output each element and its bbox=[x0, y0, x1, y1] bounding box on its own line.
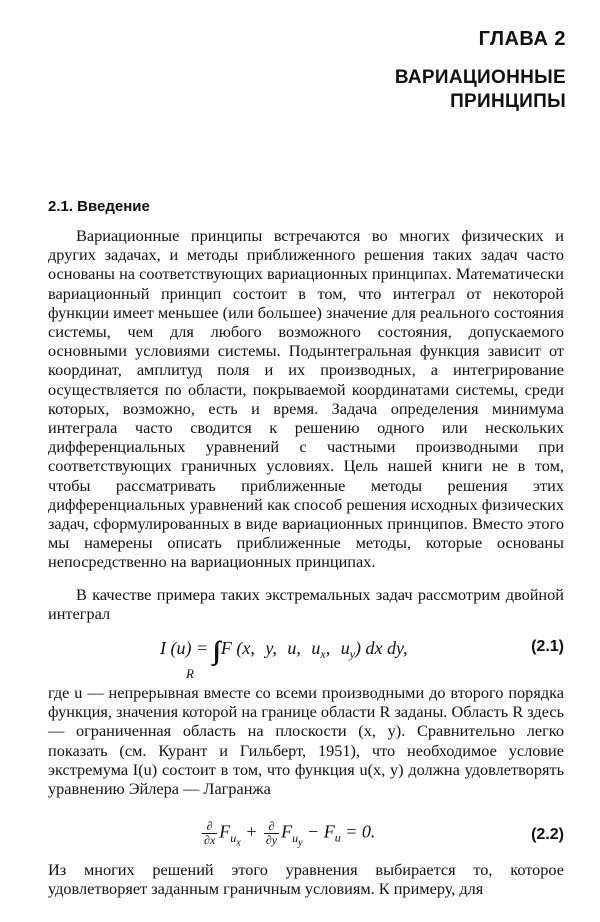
chapter-title-line-2: ПРИНЦИПЫ bbox=[450, 91, 566, 112]
paragraph-explanation: где u — непрерывная вместе со всеми производными до второго порядка функция, значения которой на границе области R заданы. Область R здесь — ограниченная область на плоскости (x, y). Сравнительно легко показать (см. Курант и Гильберт, 1951), что необходимое условие экстремума I(u) состоит в том, что функция u(x, y) должна удовлетворять уравнению Эйлера — Лагранжа bbox=[48, 683, 564, 799]
equation-2-1 bbox=[48, 630, 564, 681]
chapter-title-line-1: ВАРИАЦИОННЫЕ bbox=[394, 67, 566, 88]
paragraph-intro bbox=[48, 226, 564, 572]
equation-2-1-formula: I (u) = ∫∫ F (x, y, u, $u_x$, $u_y$) dx dy, R bbox=[160, 636, 408, 681]
paragraph-continuation: Из многих решений этого уравнения выбирается то, которое удовлетворяет заданным граничным условиям. К примеру, для bbox=[48, 860, 564, 899]
section-heading: 2.1. Введение bbox=[48, 198, 150, 215]
equation-2-2 bbox=[48, 816, 564, 860]
paragraph-example bbox=[48, 585, 564, 623]
equation-2-1-number: (2.1) bbox=[531, 638, 564, 655]
paragraph-intro-text: Вариационные принципы встречаются во многих физических и других задачах, и методы приближенного решения таких задач часто основаны на соответствующих вариационных принципах. Математически вариационный принцип состоит в том, что интеграл от некоторой функции имеет меньшее (или большее) значение для реального состояния системы, чем для любого возможного состояния, допускаемого основными условиями системы. Подынтегральная функция зависит от координат, амплитуд поля и их производных, а интегрирование осуществляется по области, покрываемой координатами системы, среди которых, возможно, есть и время. Задача определения минимума интеграла часто сводится к решению одного или нескольких дифференциальных уравнений с частными производными при соответствующих граничных условиях. Цель нашей книги не в том, чтобы рассматривать приближенные методы решения этих дифференциальных уравнений как способ решения исходных физических задач, сформулированных в виде вариационных принципов. Вместо этого мы намерены описать приближенные методы, которые основаны непосредственно на вариационных принципах. bbox=[48, 226, 564, 572]
equation-2-2-formula: $\frac{\partial}{\partial x}$ $F_{u_x}$ + $\frac{\partial}{\partial y}$ $F_{u_y} - F_u = 0$. bbox=[204, 819, 376, 849]
chapter-title bbox=[395, 66, 566, 114]
chapter-label: ГЛАВА 2 bbox=[478, 28, 566, 50]
paragraph-example-text: В качестве примера таких экстремальных задач рассмотрим двойной интеграл bbox=[48, 585, 564, 624]
equation-2-2-number: (2.2) bbox=[531, 826, 564, 843]
